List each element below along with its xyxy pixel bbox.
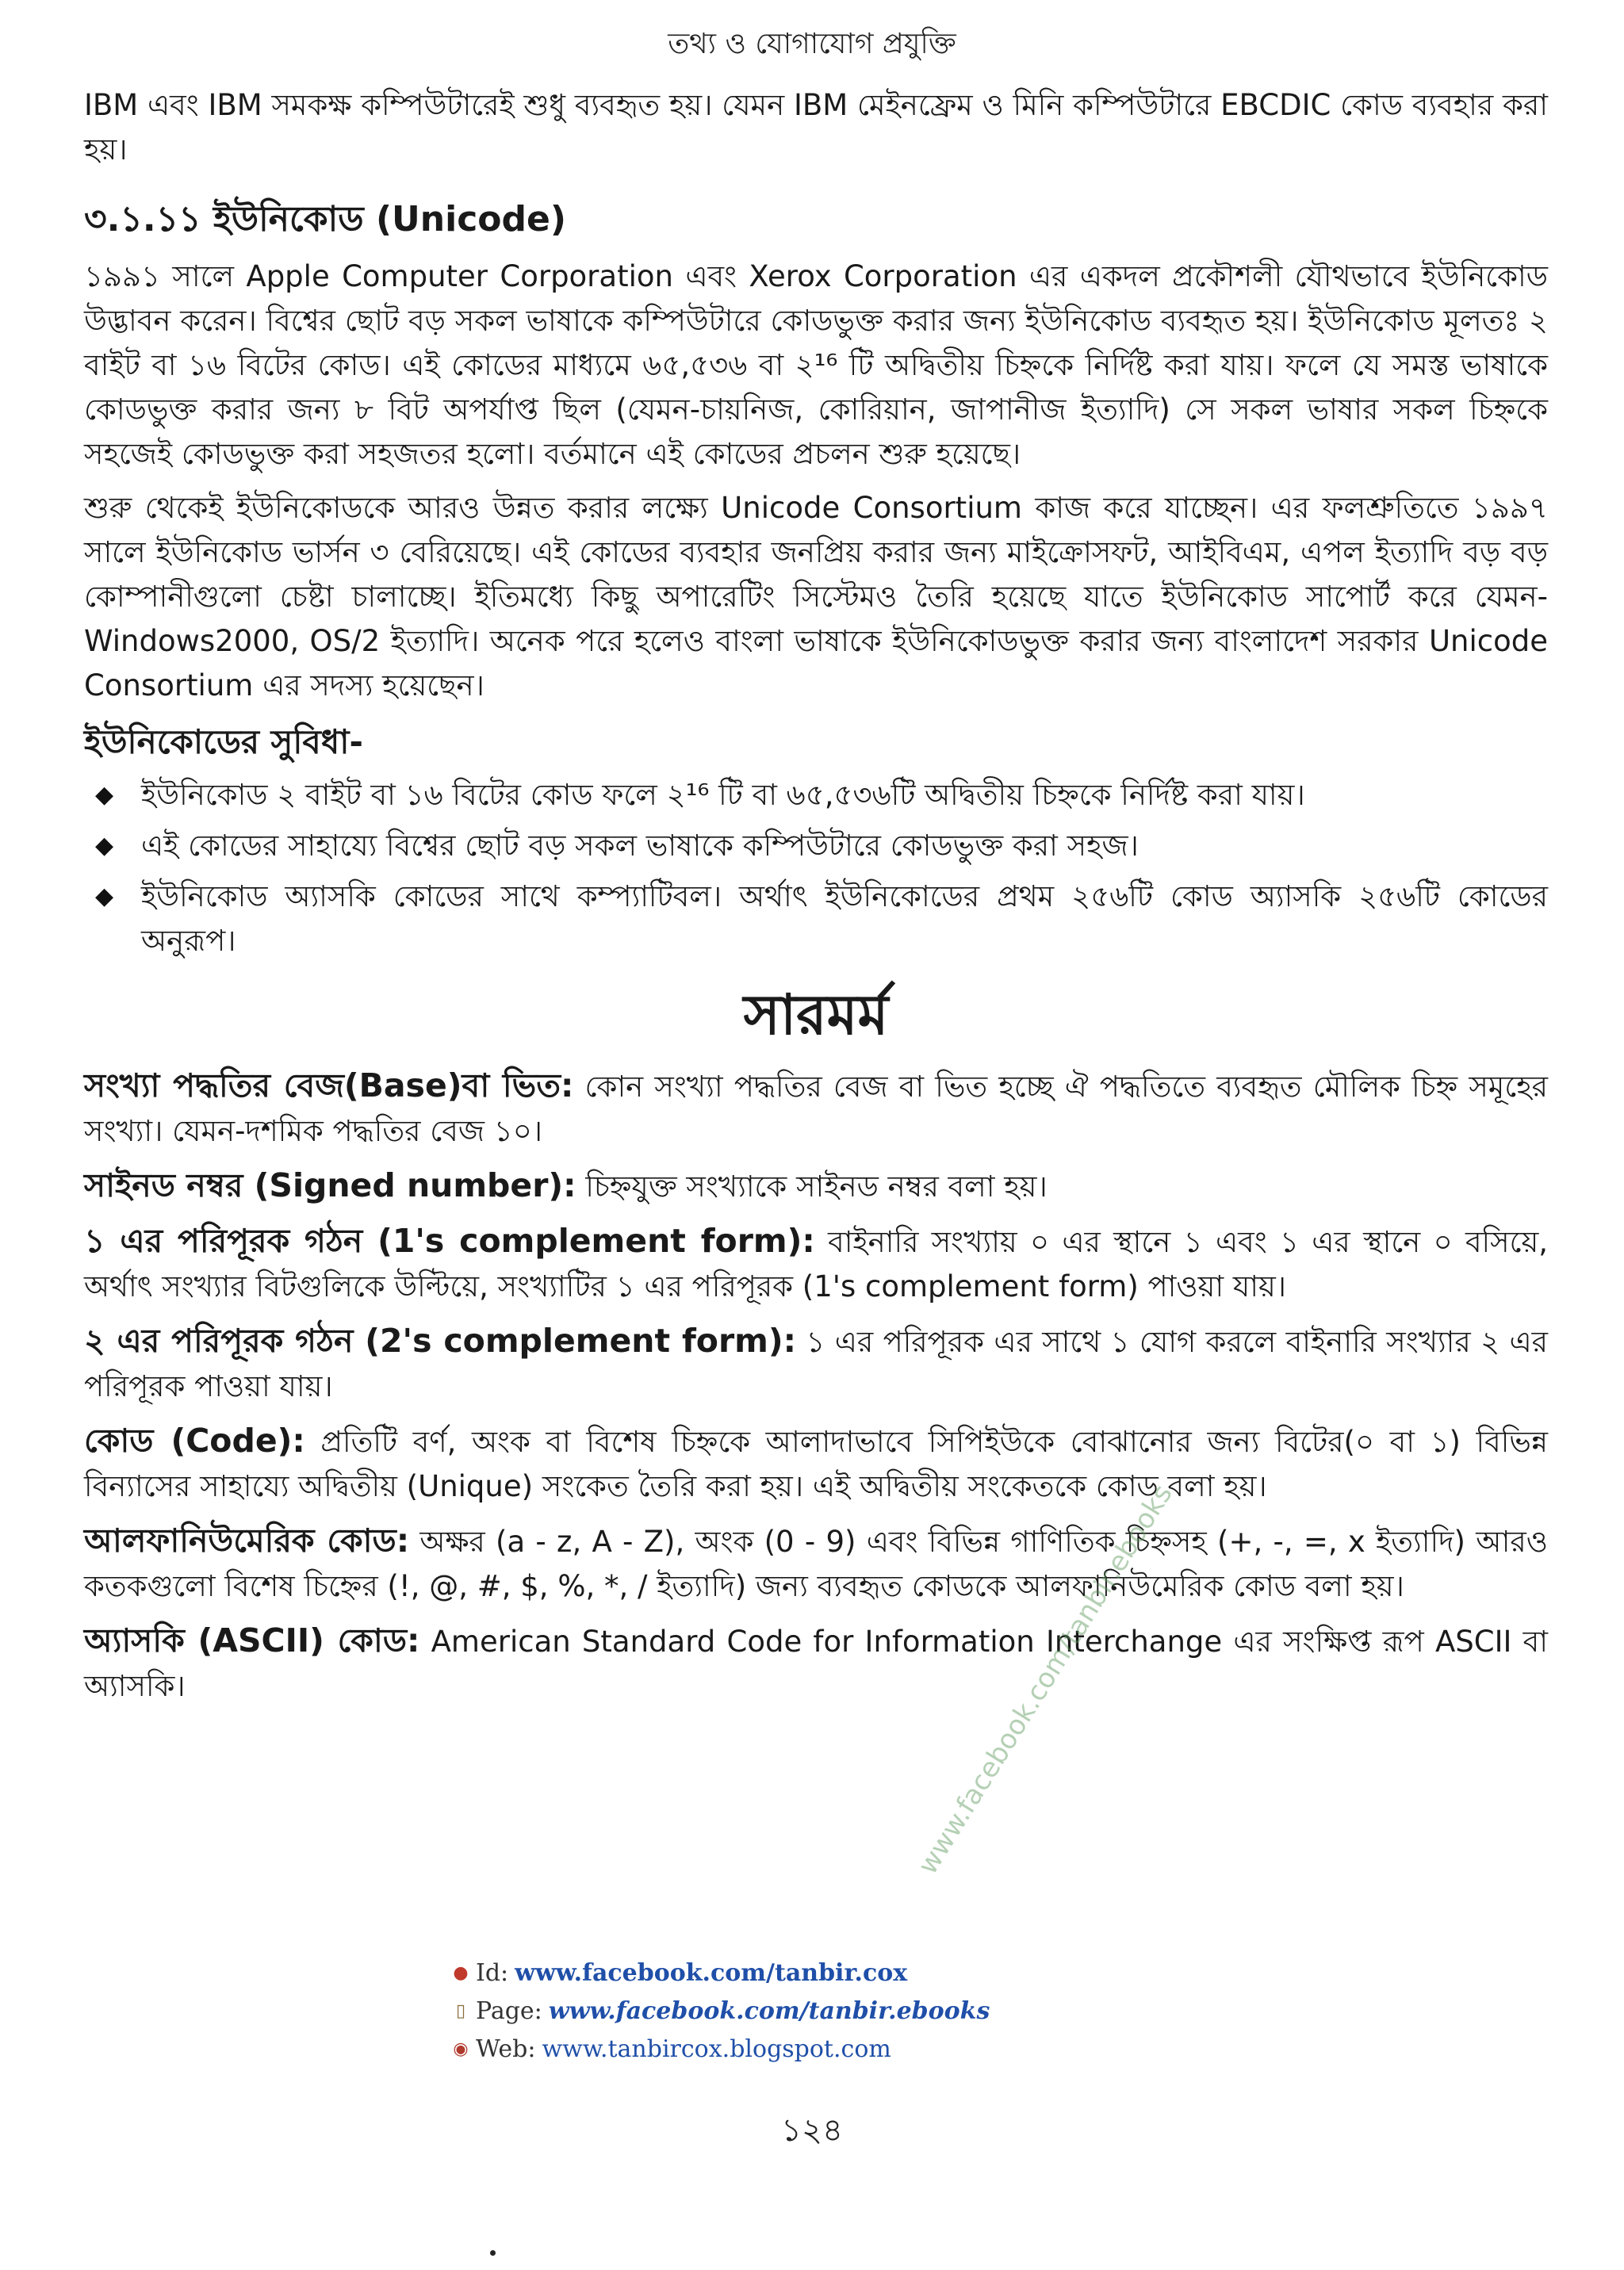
term-definition: চিহ্নযুক্ত সংখ্যাকে সাইনড নম্বর বলা হয়।	[576, 1169, 1048, 1204]
book-icon: ▯	[455, 2001, 466, 2021]
link-label: Id:	[476, 1959, 509, 1987]
term-definition: কোন সংখ্যা পদ্ধতির বেজ বা ভিত হচ্ছে ঐ পদ্ধতিতে ব্যবহৃত মৌলিক চিহ্ন সমূহের সংখ্যা। যেমন-দশমিক পদ্ধতির বেজ ১০।	[84, 1070, 1548, 1148]
term-definition: বাইনারি সংখ্যায় ০ এর স্থানে ১ এবং ১ এর স্থানে ০ বসিয়ে, অর্থাৎ সংখ্যার বিটগুলিকে উল্টিয়ে, সংখ্যাটির ১ এর পরিপূরক (1's complement form) পাওয়া যায়।	[84, 1225, 1548, 1303]
list-item	[84, 875, 1548, 963]
link-url[interactable]: www.tanbircox.blogspot.com	[542, 2035, 891, 2063]
scan-dot	[490, 2250, 496, 2256]
unicode-paragraph-1: ১৯৯১ সালে Apple Computer Corporation এবং Xerox Corporation এর একদল প্রকৌশলী যৌথভাবে ইউনিকোড উদ্ভাবন করেন। বিশ্বের ছোট বড় সকল ভাষাকে কম্পিউটারে কোডভুক্ত করার জন্য ইউনিকোড ব্যবহৃত হয়। ইউনিকোড মূলতঃ ২ বাইট বা ১৬ বিটের কোড। এই কোডের মাধ্যমে ৬৫,৫৩৬ বা ২¹⁶ টি অদ্বিতীয় চিহ্নকে নির্দিষ্ট করা যায়। ফলে যে সমস্ত ভাষাকে কোডভুক্ত করার জন্য ৮ বিট অপর্যাপ্ত ছিল (যেমন-চায়নিজ, কোরিয়ান, জাপানীজ ইত্যাদি) সে সকল ভাষার সকল চিহ্নকে সহজেই কোডভুক্ত করা সহজতর হলো। বর্তমানে এই কোডের প্রচলন শুরু হয়েছে।	[84, 259, 1548, 471]
pin-icon: ●	[453, 1963, 469, 1983]
link-label: Web:	[476, 2035, 536, 2063]
list-item-text: ইউনিকোড ২ বাইট বা ১৬ বিটের কোড ফলে ২¹⁶ টি বা ৬৫,৫৩৬টি অদ্বিতীয় চিহ্নকে নির্দিষ্ট করা যায়।	[141, 778, 1305, 812]
term-label: কোড (Code):	[84, 1422, 305, 1460]
running-head: তথ্য ও যোগাযোগ প্রযুক্তি	[668, 28, 956, 60]
link-url[interactable]: www.facebook.com/tanbir.ebooks	[548, 1997, 990, 2025]
summary-term	[84, 1518, 1548, 1609]
summary-term	[84, 1163, 1548, 1209]
globe-icon: ◉	[453, 2039, 469, 2059]
footer-link-web[interactable]	[452, 2031, 990, 2069]
page-number: ১২৪	[781, 2112, 843, 2149]
summary-term	[84, 1418, 1548, 1509]
diamond-bullet-icon: ◆	[95, 832, 114, 859]
summary-term	[84, 1319, 1548, 1409]
term-definition: অক্ষর (a - z, A - Z), অংক (0 - 9) এবং বিভিন্ন গাণিতিক চিহ্নসহ (+, -, =, x ইত্যাদি) আরও কতকগুলো বিশেষ চিহ্নের (!, @, #, $, %, *, / ইত্যাদি) জন্য ব্যবহৃত কোডকে আলফানিউমেরিক কোড বলা হয়।	[84, 1525, 1548, 1603]
diamond-bullet-icon: ◆	[95, 882, 114, 910]
term-label: ২ এর পরিপূরক গঠন (2's complement form):	[84, 1322, 797, 1360]
link-label: Page:	[476, 1997, 542, 2025]
term-label: আলফানিউমেরিক কোড:	[84, 1522, 410, 1560]
list-item	[84, 824, 1548, 868]
link-url[interactable]: www.facebook.com/tanbir.cox	[515, 1959, 908, 1987]
list-item	[84, 773, 1548, 817]
term-definition: American Standard Code for Information Interchange এর সংক্ষিপ্ত রূপ ASCII বা অ্যাসকি।	[84, 1625, 1548, 1703]
diamond-bullet-icon: ◆	[95, 781, 114, 809]
term-label: সংখ্যা পদ্ধতির বেজ(Base)বা ভিত:	[84, 1066, 574, 1104]
footer-link-page[interactable]	[452, 1992, 990, 2031]
term-label: ১ এর পরিপূরক গঠন (1's complement form):	[84, 1222, 815, 1260]
summary-title: সারমর্ম	[743, 982, 889, 1047]
footer-link-id[interactable]	[452, 1954, 990, 1992]
summary-term	[84, 1219, 1548, 1309]
advantages-list	[84, 773, 1548, 963]
intro-paragraph: IBM এবং IBM সমকক্ষ কম্পিউটারেই শুধু ব্যবহৃত হয়। যেমন IBM মেইনফ্রেম ও মিনি কম্পিউটারে EBCDIC কোড ব্যবহার করা হয়।	[84, 88, 1548, 167]
watermark-text: www.facebook.com/tanbir.ebooks	[912, 1479, 1179, 1881]
unicode-section-heading: ৩.১.১১ ইউনিকোড (Unicode)	[84, 199, 566, 239]
term-definition: ১ এর পরিপূরক এর সাথে ১ যোগ করলে বাইনারি সংখ্যার ২ এর পরিপূরক পাওয়া যায়।	[84, 1325, 1548, 1403]
unicode-paragraph-2: শুরু থেকেই ইউনিকোডকে আরও উন্নত করার লক্ষ্যে Unicode Consortium কাজ করে যাচ্ছেন। এর ফলশ্রুতিতে ১৯৯৭ সালে ইউনিকোড ভার্সন ৩ বেরিয়েছে। এই কোডের ব্যবহার জনপ্রিয় করার জন্য মাইক্রোসফট, আইবিএম, এপল ইত্যাদি বড় বড় কোম্পানীগুলো চেষ্টা চালাচ্ছে। ইতিমধ্যে কিছু অপারেটিং সিস্টেমও তৈরি হয়েছে যাতে ইউনিকোড সাপোর্ট করে যেমন- Windows2000, OS/2 ইত্যাদি। অনেক পরে হলেও বাংলা ভাষাকে ইউনিকোডভুক্ত করার জন্য বাংলাদেশ সরকার Unicode Consortium এর সদস্য হয়েছেন।	[84, 491, 1548, 702]
term-definition: প্রতিটি বর্ণ, অংক বা বিশেষ চিহ্নকে আলাদাভাবে সিপিইউকে বোঝানোর জন্য বিটের(০ বা ১) বিভিন্ন বিন্যাসের সাহায্যে অদ্বিতীয় (Unique) সংকেত তৈরি করা হয়। এই অদ্বিতীয় সংকেতকে কোড বলা হয়।	[84, 1425, 1548, 1503]
summary-term	[84, 1618, 1548, 1709]
main-content	[84, 83, 1548, 1718]
list-item-text: ইউনিকোড অ্যাসকি কোডের সাথে কম্প্যাটিবল। অর্থাৎ ইউনিকোডের প্রথম ২৫৬টি কোড অ্যাসকি ২৫৬টি কোডের অনুরূপ।	[141, 879, 1548, 958]
summary-term	[84, 1063, 1548, 1154]
advantages-heading: ইউনিকোডের সুবিধা-	[84, 722, 363, 761]
list-item-text: এই কোডের সাহায্যে বিশ্বের ছোট বড় সকল ভাষাকে কম্পিউটারে কোডভুক্ত করা সহজ।	[141, 829, 1139, 863]
term-label: অ্যাসকি (ASCII) কোড:	[84, 1621, 420, 1659]
footer-links	[452, 1954, 990, 2069]
term-label: সাইনড নম্বর (Signed number):	[84, 1166, 576, 1204]
